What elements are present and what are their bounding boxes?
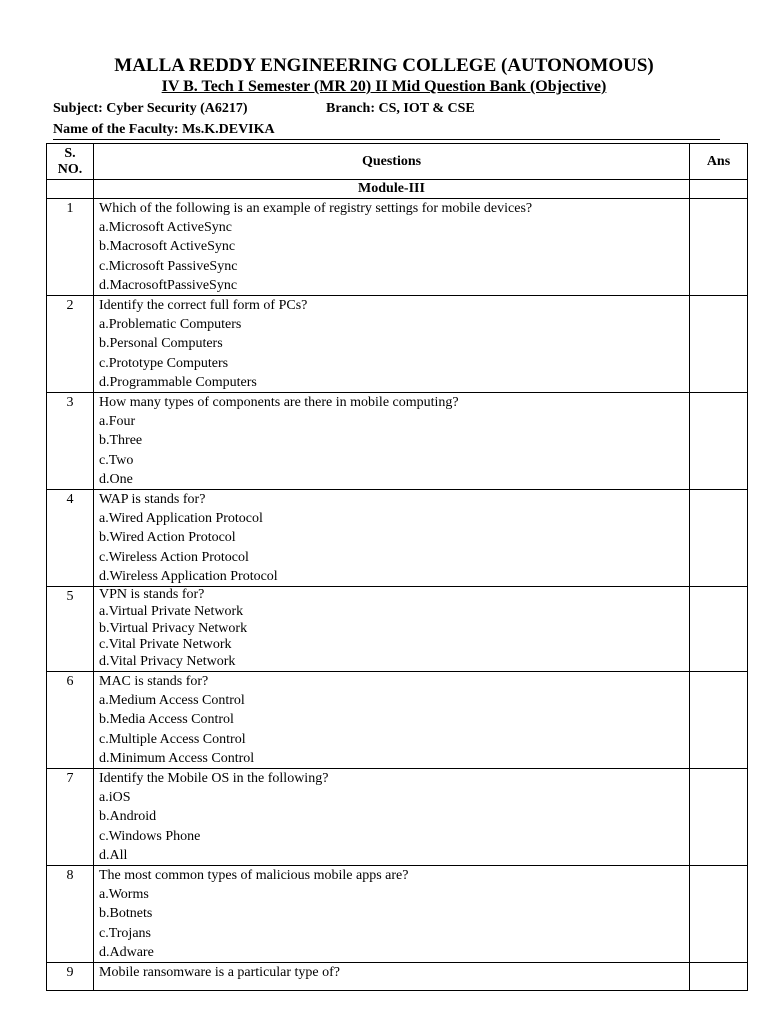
option-b: b.Virtual Privacy Network: [99, 620, 248, 636]
option-d: d.Minimum Access Control: [99, 750, 255, 766]
option-a: a.Virtual Private Network: [99, 603, 244, 619]
module-row: [47, 180, 748, 199]
question-text: MAC is stands for?: [99, 674, 209, 690]
answer-cell[interactable]: [690, 866, 748, 963]
question-number: 4: [47, 490, 94, 587]
option-d: d.Wireless Application Protocol: [99, 568, 278, 584]
col-header-sno: [47, 144, 94, 180]
question-text: WAP is stands for?: [99, 492, 206, 508]
option-d: d.One: [99, 471, 133, 487]
answer-cell[interactable]: [690, 587, 748, 672]
question-number: 8: [47, 866, 94, 963]
question-text: The most common types of malicious mobile apps are?: [99, 868, 409, 884]
table-row: [47, 199, 748, 296]
option-c: c.Two: [99, 452, 134, 468]
question-number: 3: [47, 393, 94, 490]
option-d: d.Adware: [99, 944, 154, 960]
option-c: c.Vital Private Network: [99, 637, 232, 653]
option-b: b.Wired Action Protocol: [99, 530, 236, 546]
question-cell: [94, 769, 690, 866]
answer-cell[interactable]: [690, 393, 748, 490]
question-text: Identify the Mobile OS in the following?: [99, 771, 329, 787]
answer-cell[interactable]: [690, 296, 748, 393]
option-a: a.Four: [99, 414, 136, 430]
option-a: a.Problematic Computers: [99, 317, 242, 333]
branch-label: Branch: CS, IOT & CSE: [326, 101, 475, 116]
table-row: [47, 587, 748, 672]
option-b: b.Personal Computers: [99, 336, 223, 352]
question-cell: [94, 672, 690, 769]
option-c: c.Windows Phone: [99, 828, 201, 844]
question-text: Identify the correct full form of PCs?: [99, 298, 308, 314]
answer-cell[interactable]: [690, 672, 748, 769]
option-c: c.Microsoft PassiveSync: [99, 258, 238, 274]
option-c: c.Prototype Computers: [99, 355, 229, 371]
table-row: [47, 672, 748, 769]
option-b: b.Android: [99, 809, 157, 825]
question-text: VPN is stands for?: [99, 587, 205, 603]
option-c: c.Wireless Action Protocol: [99, 549, 249, 565]
exam-title: IV B. Tech I Semester (MR 20) II Mid Question Bank (Objective): [161, 78, 607, 95]
question-cell: [94, 866, 690, 963]
question-cell: [94, 296, 690, 393]
question-number: 2: [47, 296, 94, 393]
table-row: [47, 490, 748, 587]
header-divider: [53, 139, 720, 140]
question-text: Mobile ransomware is a particular type of?: [99, 965, 341, 981]
option-d: d.Programmable Computers: [99, 374, 257, 390]
option-b: b.Three: [99, 433, 143, 449]
table-row: [47, 769, 748, 866]
question-cell: [94, 963, 690, 991]
question-number: 5: [47, 587, 94, 672]
option-c: c.Multiple Access Control: [99, 731, 246, 747]
option-a: a.Medium Access Control: [99, 693, 245, 709]
question-text: Which of the following is an example of registry settings for mobile devices?: [99, 201, 533, 216]
table-row: [47, 393, 748, 490]
option-d: d.Vital Privacy Network: [99, 654, 236, 670]
table-row: [47, 296, 748, 393]
col-header-questions: Questions: [94, 144, 690, 180]
option-a: a.iOS: [99, 790, 131, 806]
answer-cell[interactable]: [690, 199, 748, 296]
module-label: Module-III: [94, 180, 690, 199]
question-number: 9: [47, 963, 94, 991]
col-header-ans: Ans: [690, 144, 748, 180]
option-b: b.Media Access Control: [99, 712, 234, 728]
answer-cell[interactable]: [690, 963, 748, 991]
question-cell: [94, 490, 690, 587]
col-header-sno-line2: NO.: [57, 161, 83, 177]
faculty-label: Name of the Faculty: Ms.K.DEVIKA: [53, 122, 275, 137]
college-title: MALLA REDDY ENGINEERING COLLEGE (AUTONOMOUS): [114, 55, 654, 76]
option-d: d.MacrosoftPassiveSync: [99, 277, 238, 293]
option-b: b.Botnets: [99, 906, 153, 922]
question-cell: [94, 199, 690, 296]
question-text: How many types of components are there in mobile computing?: [99, 395, 459, 411]
table-header-row: [47, 144, 748, 180]
question-table: [46, 143, 748, 991]
option-b: b.Macrosoft ActiveSync: [99, 239, 236, 255]
option-a: a.Worms: [99, 887, 149, 903]
module-empty-cell: [47, 180, 94, 199]
option-c: c.Trojans: [99, 925, 151, 941]
option-a: a.Microsoft ActiveSync: [99, 220, 232, 236]
answer-cell[interactable]: [690, 490, 748, 587]
table-row: [47, 866, 748, 963]
col-header-sno-line1: S.: [64, 145, 76, 161]
option-a: a.Wired Application Protocol: [99, 511, 263, 527]
answer-cell[interactable]: [690, 769, 748, 866]
question-number: 6: [47, 672, 94, 769]
module-ans-cell: [690, 180, 748, 199]
subject-label: Subject: Cyber Security (A6217): [53, 101, 248, 116]
question-cell: [94, 393, 690, 490]
option-d: d.All: [99, 847, 128, 863]
question-number: 7: [47, 769, 94, 866]
question-number: 1: [47, 199, 94, 296]
table-row: [47, 963, 748, 991]
question-cell: [94, 587, 690, 672]
